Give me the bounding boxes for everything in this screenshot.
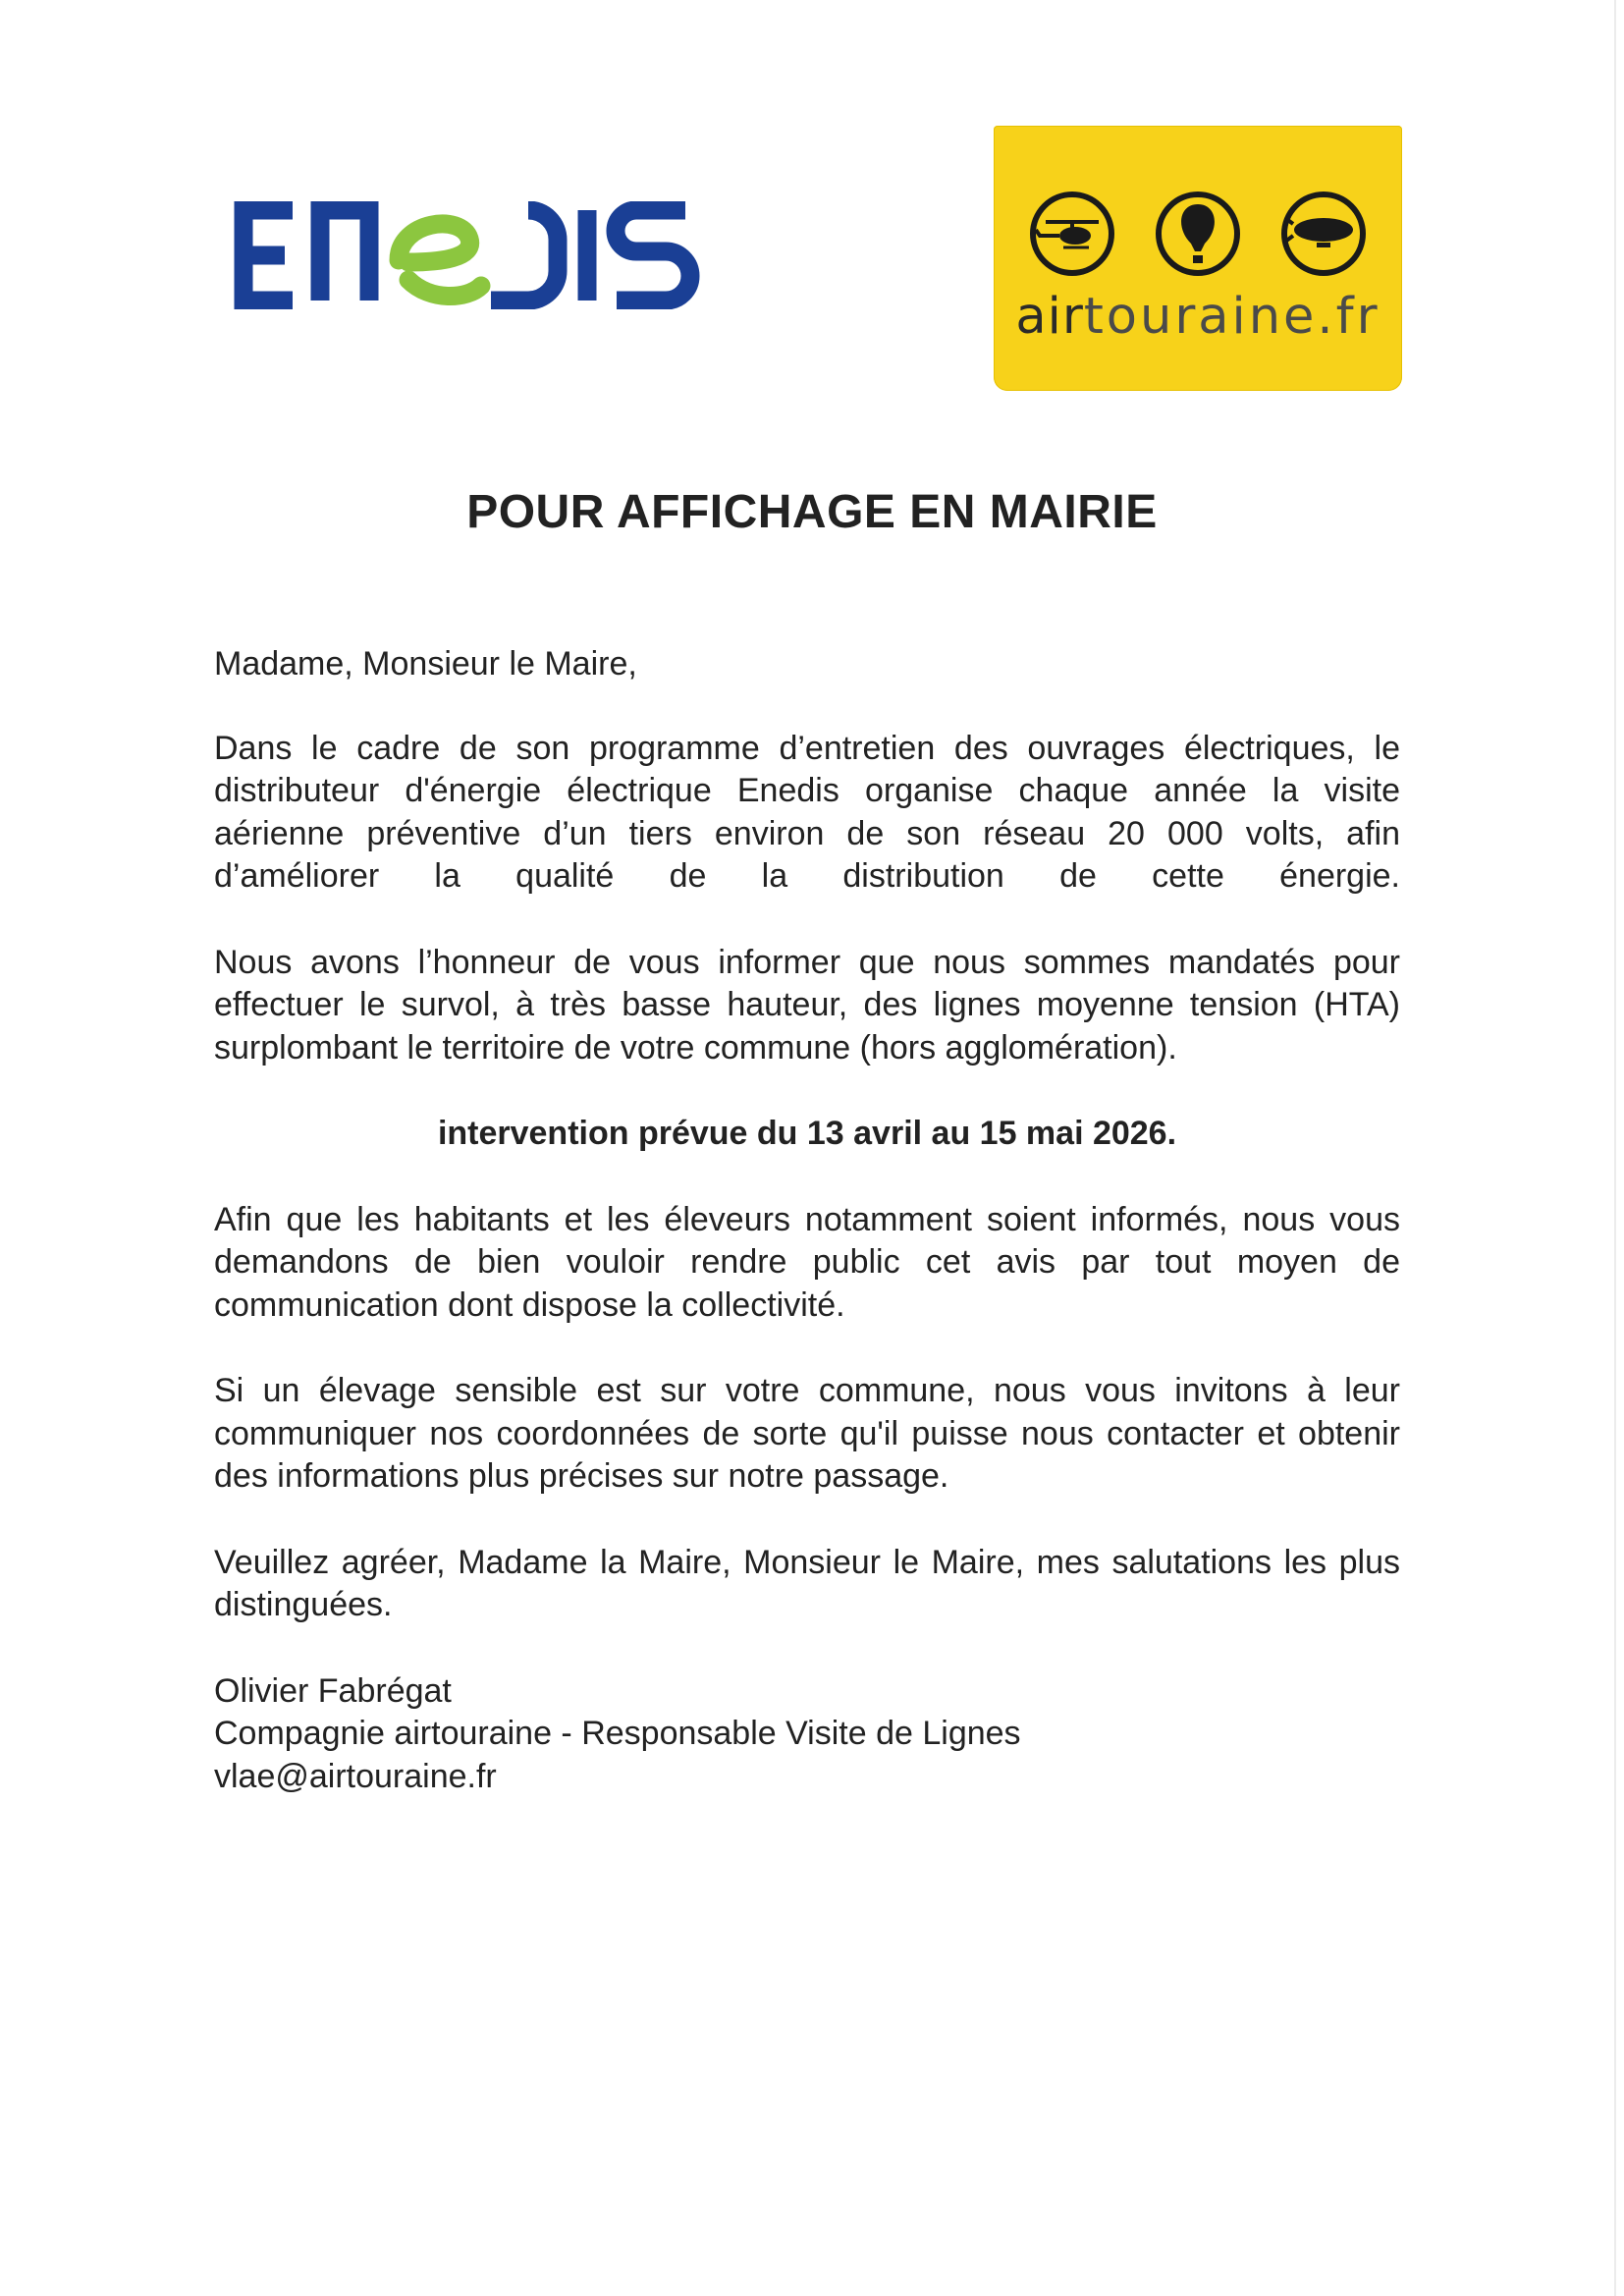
page-title: POUR AFFICHAGE EN MAIRIE xyxy=(466,486,1158,538)
signatory-email: vlae@airtouraine.fr xyxy=(214,1757,497,1795)
airship-icon xyxy=(1284,194,1363,273)
airtouraine-wordmark xyxy=(994,288,1402,346)
hot-air-balloon-icon xyxy=(1159,194,1237,273)
scan-edge xyxy=(1614,0,1616,2296)
airtouraine-logo xyxy=(994,126,1402,391)
paragraph-maintenance-program: Dans le cadre de son programme d’entretien des ouvrages électriques, le distributeur d'énergie électrique Enedis organise chaque année la visite aérienne préventive d’un tiers environ de son réseau 20 000 volts, afin d’améliorer la qualité de la distribution de cette énergie. xyxy=(214,729,1400,895)
letter-body xyxy=(214,643,1400,1798)
airtouraine-wordmark-strong: air xyxy=(1015,288,1084,346)
enedis-logo xyxy=(234,201,703,309)
signatory-role: Compagnie airtouraine - Responsable Visite de Lignes xyxy=(214,1715,1021,1752)
intervention-dates: intervention prévue du 13 avril au 15 mai 2026. xyxy=(437,1115,1177,1152)
signature-block xyxy=(214,1670,1400,1799)
paragraph-livestock: Si un élevage sensible est sur votre commune, nous vous invitons à leur communiquer nos coordonnées de sorte qu'il puisse nous contacter et obtenir des informations plus précises sur notre passage. xyxy=(214,1372,1400,1495)
airtouraine-icons xyxy=(1028,187,1368,285)
signatory-name: Olivier Fabrégat xyxy=(214,1671,452,1710)
airtouraine-wordmark-light: touraine.fr xyxy=(1083,288,1380,346)
salutation: Madame, Monsieur le Maire, xyxy=(214,645,637,683)
closing-formula: Veuillez agréer, Madame la Maire, Monsieur le Maire, mes salutations les plus distinguées. xyxy=(214,1543,1400,1623)
paragraph-public-notice: Afin que les habitants et les éleveurs notamment soient informés, nous vous demandons de bien vouloir rendre public cet avis par tout moyen de communication dont dispose la collectivité. xyxy=(214,1200,1400,1324)
paragraph-overflight-notice: Nous avons l’honneur de vous informer que nous sommes mandatés pour effectuer le survol, à très basse hauteur, des lignes moyenne tension (HTA) surplombant le territoire de votre commune (hors agglomération). xyxy=(214,943,1400,1066)
helicopter-icon xyxy=(1033,194,1111,273)
